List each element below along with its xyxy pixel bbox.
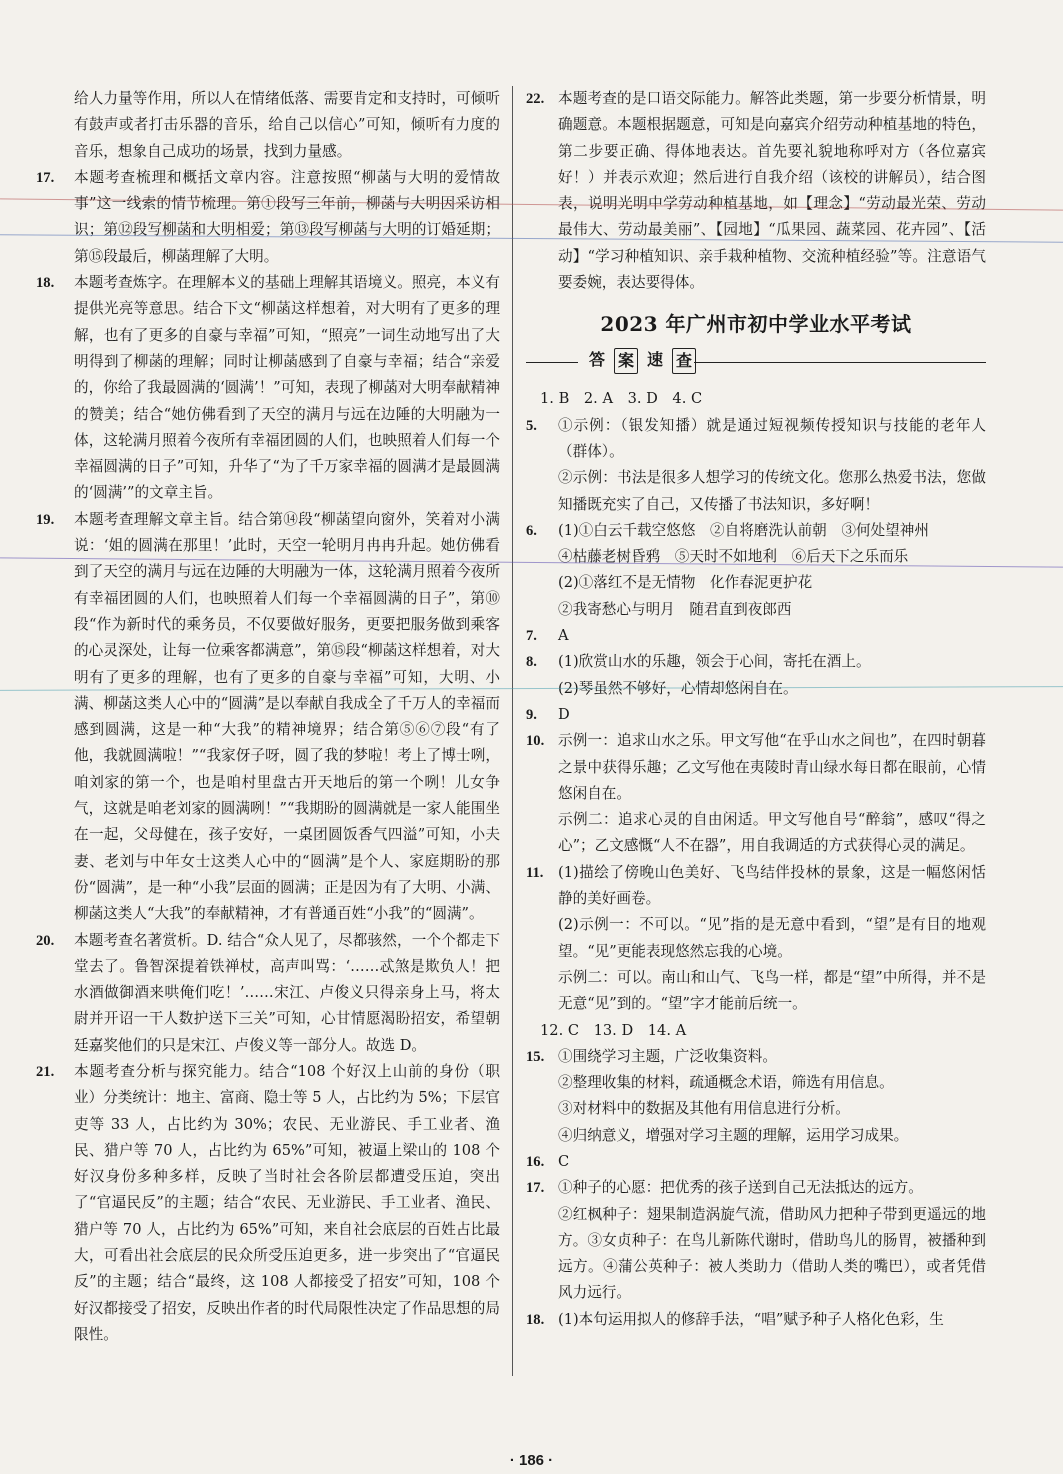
quick-answer-line [526,1070,986,1096]
answer-text: A [558,627,569,645]
answer-number: 18. [526,1311,545,1328]
quick-answer-line [526,807,986,860]
answer-text: C [558,1152,570,1170]
answer-18 [28,270,500,507]
quick-answer-banner [526,348,986,382]
answer-number: 15. [526,1048,545,1065]
right-column [526,86,986,1333]
answer-20 [28,928,500,1059]
answer-number: 7. [526,628,537,645]
answer-text: ①示例：（银发知播）就是通过短视频传授知识与技能的老年人（群体）。 [558,416,986,460]
answer-text: 示例二：可以。南山和山气、飞鸟一样，都是“望”中所得，并不是无意“见”到的。“望”字才能前后统一。 [558,968,986,1013]
quick-answer-line [526,1149,986,1175]
answer-text: 本题考查理解文章主旨。结合第⑭段“柳菡望向窗外，笑着对小满说：‘姐的圆满在那里！’此时，天空一轮明月冉冉升起。她仿佛看到了天空的满月与远在边陲的大明融为一体，这轮满月照着今夜所有幸福团圆的人们，也映照着人们每一个幸福圆满的日子”，第⑩段“作为新时代的乘务员，不仅要做好服务，更要把服务做到乘客的心灵深处，让每一位乘客都满意”，第⑮段“柳菡这样想着，对大明有了更多的理解，也有了更多的自豪与幸福”可知，大明、小满、柳菡这类人心中的“圆满”是以奉献自我成全了千万人的幸福而感到圆满，这是一种“大我”的精神境界；结合第⑤⑥⑦段“有了他，我就圆满啦！”“我家伢子呀，圆了我的梦啦！考上了博士咧，咱刘家的第一个，也是咱村里盘古开天地后的第一个咧！儿女争气，这就是咱老刘家的圆满咧！”“我期盼的圆满就是一家人能围坐在一起，父母健在，孩子安好，一桌团圆饭香气四溢”可知，小夫妻、老刘与中年女士这类人心中的“圆满”是个人、家庭期盼的那份“圆满”，是一种“小我”层面的圆满；正是因为有了大明、小满、柳菡这类人“大我”的奉献精神，才有普通百姓“小我”的“圆满”。 [74,510,500,923]
answer-number: 21. [36,1063,55,1080]
quick-answer-line [526,570,986,596]
page-number: · 186 · [509,1452,554,1469]
answer-22 [526,86,986,296]
answer-text: 本题考查名著赏析。D. 结合“众人见了，尽都骇然，一个个都走下堂去了。鲁智深提着铁禅杖，高声叫骂：‘……忒煞是欺负人！把水酒做御酒来哄俺们吃！’……宋江、卢俊义只得亲身上马，将太尉并开诏一干人数护送下三关”可知，心甘情愿渴盼招安，希望朝廷嘉奖他们的只是宋江、卢俊义等一部分人。故选 D。 [74,931,500,1054]
answer-number: 17. [36,169,55,186]
answer-text: ①围绕学习主题，广泛收集资料。 [558,1047,777,1065]
answer-17 [28,165,500,270]
answer-text: 本题考查炼字。在理解本义的基础上理解其语境义。照亮，本义有提供光亮等意思。结合下文“柳菡这样想着，对大明有了更多的理解，也有了更多的自豪与幸福”可知，“照亮”一词生动地写出了大明得到了柳菡的理解；同时让柳菡感到了自豪与幸福；结合“亲爱的，你给了我最圆满的‘圆满’！”可知，表现了柳菡对大明奉献精神的赞美；结合“她仿佛看到了天空的满月与远在边陲的大明融为一体，这轮满月照着今夜所有幸福团圆的人们，也映照着人们每一个幸福圆满的日子”可知，升华了“为了千万家幸福的圆满才是最圆满的‘圆满’”的文章主旨。 [74,274,500,502]
answer-text: ②示例：书法是很多人想学习的传统文化。您那么热爱书法，您做知播既充实了自己，又传播了书法知识，多好啊！ [558,469,986,513]
answer-text: ③对材料中的数据及其他有用信息进行分析。 [558,1100,850,1118]
quick-answer-line [526,965,986,1018]
answer-number: 18. [36,275,55,292]
answer-21 [28,1059,500,1348]
quick-answer-line [526,1123,986,1149]
quick-answer-line [526,1175,986,1201]
answer-number: 20. [36,932,55,949]
answer-text: (1)①白云千载空悠悠 ②自将磨洗认前朝 ③何处望神州 [558,521,929,539]
quick-answer-line [526,1202,986,1307]
quick-answer-line [526,544,986,570]
q16-continued [28,86,500,165]
answer-text: (2)示例一：不可以。“见”指的是无意中看到，“望”是有目的地观望。“见”更能表现悠然忘我的心境。 [558,916,986,960]
banner-char-boxed: 查 [672,348,696,374]
quick-answer-line [526,623,986,649]
answer-text: (2)①落红不是无情物 化作春泥更护花 [558,574,813,592]
answer-text: ④枯藤老树昏鸦 ⑤天时不如地利 ⑥后天下之乐而乐 [558,548,909,566]
answer-number: 6. [526,522,537,539]
quick-answer-line [526,465,986,518]
banner-rule-right [694,362,986,363]
answer-text: 本题考查梳理和概括文章内容。注意按照“柳菡与大明的爱情故事”这一线索的情节梳理。第①段写三年前，柳菡与大明因采访相识；第⑫段写柳菡和大明相爱；第⑬段写柳菡与大明的订婚延期；第⑮段最后，柳菡理解了大明。 [74,168,500,265]
quick-answer-line [526,860,986,913]
answer-text: ②整理收集的材料，疏通概念术语，筛选有用信息。 [558,1074,894,1092]
answer-number: 17. [526,1180,545,1197]
left-column [28,86,500,1348]
q16-text: 给人力量等作用，所以人在情绪低落、需要肯定和支持时，可倾听有鼓声或者打击乐器的音乐，给自己以信心”可知，倾听有力度的音乐，想象自己成功的场景，找到力量感。 [74,90,500,160]
quick-answer-line [526,1096,986,1122]
answer-number: 10. [526,733,545,750]
quick-answer-line [526,413,986,466]
answer-text: ①种子的心愿：把优秀的孩子送到自己无法抵达的远方。 [558,1179,923,1197]
column-divider [512,86,513,1376]
answer-number: 8. [526,654,537,671]
answer-text: (2)琴虽然不够好，心情却悠闲自在。 [558,679,798,697]
banner-char: 速 [646,350,663,370]
answer-text: 12. C 13. D 14. A [540,1021,687,1039]
answer-text: (1)本句运用拟人的修辞手法，“唱”赋予种子人格化色彩，生 [558,1310,944,1328]
answer-text: ④归纳意义，增强对学习主题的理解，运用学习成果。 [558,1126,909,1144]
quick-answer-line [526,702,986,728]
quick-answer-line [526,1044,986,1070]
answer-text: 本题考查的是口语交际能力。解答此类题，第一步要分析情景，明确题意。本题根据题意，可知是向嘉宾介绍劳动种植基地的特色，第二步要正确、得体地表达。首先要礼貌地称呼对方（各位嘉宾好！）并表示欢迎；然后进行自我介绍（该校的讲解员），结合图表，说明光明中学劳动种植基地，如【理念】“劳动最光荣、劳动最伟大、劳动最美丽”、【园地】“瓜果园、蔬菜园、花卉园”、【活动】“学习种植知识、亲手栽种植物、交流种植经验”等。注意语气要委婉，表达要得体。 [558,90,986,292]
answer-text: 示例一：追求山水之乐。甲文写他“在乎山水之间也”，在四时朝暮之景中获得乐趣；乙文写他在夷陵时青山绿水每日都在眼前，心情悠闲自在。 [558,732,986,802]
answer-text: ②红枫种子：翅果制造涡旋气流，借助风力把种子带到更遥远的地方。③女贞种子：在鸟儿新陈代谢时，借助鸟儿的肠胃，被播种到远方。④蒲公英种子：被人类助力（借助人类的嘴巴），或者凭借风力远行。 [558,1205,986,1302]
quick-answer-line [526,1018,986,1044]
quick-answer-line [526,912,986,965]
answer-number: 5. [526,417,537,434]
banner-rule-left [526,362,578,363]
quick-answer-line [526,1307,986,1333]
quick-answer-line [526,518,986,544]
answer-number: 16. [526,1153,545,1170]
answer-19 [28,507,500,928]
quick-answer-line [526,676,986,702]
answer-number: 22. [526,91,545,107]
banner-char-boxed: 案 [614,348,638,374]
answer-text: 本题考查分析与探究能力。结合“108 个好汉上山前的身份（职业）分类统计：地主、富商、隐士等 5 人，占比约为 5%；下层官吏等 33 人，占比约为 30%；农民、无业游民、手工业者、渔民、猎户等 70 人，占比约为 65%”可知，被逼上梁山的 108 个好汉身份多种多样，反映了当时社会各阶层都遭受压迫，突出了“官逼民反”的主题；结合“农民、无业游民、手工业者、渔民、猎户等 70 人，占比约为 65%”可知，来自社会底层的百姓占比最大，可看出社会底层的民众所受压迫更多，进一步突出了“官逼民反”的主题；结合“最终，这 108 人都接受了招安”可知，108 个好汉都接受了招安，反映出作者的时代局限性决定了作品思想的局限性。 [74,1062,500,1343]
answer-list [526,386,986,1333]
banner-chars [586,348,696,374]
banner-char: 答 [588,350,605,370]
answer-text: ②我寄愁心与明月 随君直到夜郎西 [558,600,792,618]
quick-answer-line [526,386,986,412]
answer-text: 示例二：追求心灵的自由闲适。甲文写他自号“醉翁”，感叹“得之心”；乙文感慨“人不在器”，用自我调适的方式获得心灵的满足。 [558,811,986,855]
exam-title: 2023 年广州市初中学业水平考试 [600,312,912,337]
answer-text: (1)欣赏山水的乐趣，领会于心间，寄托在酒上。 [558,653,871,671]
answer-text: 1. B 2. A 3. D 4. C [540,390,703,408]
answer-text: (1)描绘了傍晚山色美好、飞鸟结伴投林的景象，这是一幅悠闲恬静的美好画卷。 [558,863,986,908]
quick-answer-line [526,728,986,807]
answer-number: 19. [36,511,55,528]
quick-answer-line [526,649,986,675]
quick-answer-line [526,597,986,623]
answer-text: D [558,705,570,723]
answer-number: 9. [526,706,537,723]
answer-number: 11. [526,864,544,881]
